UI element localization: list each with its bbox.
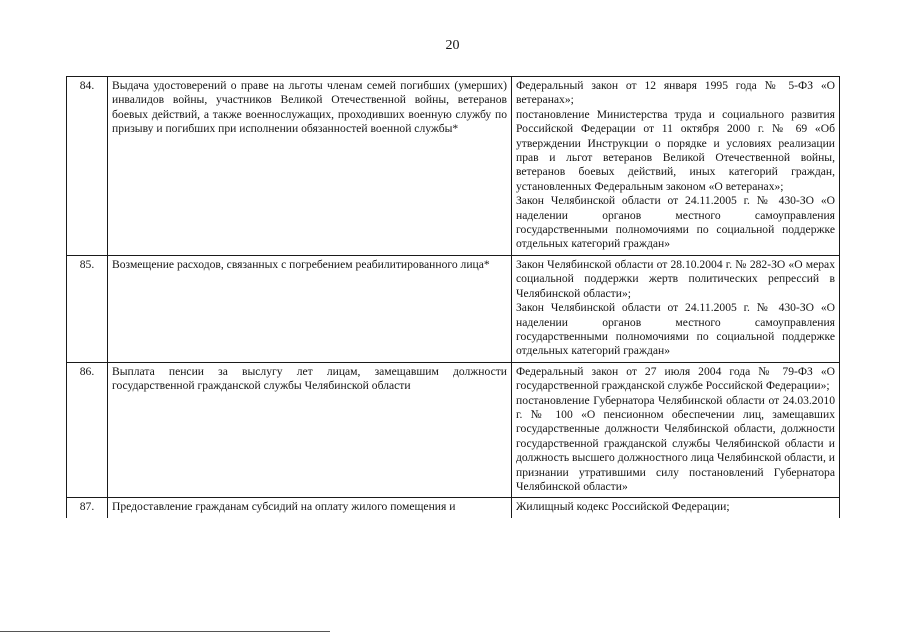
legal-act: Жилищный кодекс Российской Федерации;	[516, 500, 730, 514]
table-row	[67, 498, 840, 518]
legal-act: Федеральный закон от 12 января 1995 года № 5-ФЗ «О ветеранах»;	[516, 79, 835, 107]
row-number: 84.	[67, 77, 108, 256]
row-number: 86.	[67, 362, 108, 498]
page-number: 20	[445, 38, 460, 53]
legal-act: Федеральный закон от 27 июля 2004 года № 79-ФЗ «О государственной гражданской службе Российской Федерации»;	[516, 364, 835, 393]
service-name: Выдача удостоверений о праве на льготы членам семей погибших (умерших) инвалидов войны, участников Великой Отечественной войны, ветеранов боевых действий, а также военнослужащих, проходивших военную службу по призыву и погибших при исполнении обязанностей военной службы*	[108, 77, 512, 256]
service-name: Выплата пенсии за выслугу лет лицам, замещавшим должности государственной гражданской службы Челябинской области	[108, 362, 512, 498]
legal-act: постановление Губернатора Челябинской области от 24.03.2010 г. № 100 «О пенсионном обеспечении лиц, замещавших государственные должности Челябинской области, должности государственной гражданской службы Челябинской области и должность высшего должностного лица Челябинской области, и признании утратившими силу постановлений Губернатора Челябинской области»	[516, 393, 835, 493]
service-name: Возмещение расходов, связанных с погребением реабилитированного лица*	[108, 255, 512, 362]
legal-act: Закон Челябинской области от 24.11.2005 г. № 430-ЗО «О наделении органов местного самоуправления государственными полномочиями по социальной поддержке отдельных категорий граждан»	[516, 301, 835, 358]
service-name: Предоставление гражданам субсидий на оплату жилого помещения и	[108, 498, 512, 518]
row-number: 85.	[67, 255, 108, 362]
services-table	[66, 76, 840, 518]
legal-act: Закон Челябинской области от 28.10.2004 г. № 282-ЗО «О мерах социальной поддержки жертв политических репрессий в Челябинской области»;	[516, 257, 835, 300]
row-number: 87.	[67, 498, 108, 518]
legal-act: постановление Министерства труда и социального развития Российской Федерации от 11 октября 2000 г. № 69 «Об утверждении Инструкции о порядке и условиях реализации прав и льгот ветеранов Великой Отечественной войны, ветеранов боевых действий, иных категорий граждан, установленных Федеральным законом «О ветеранах»;	[516, 107, 835, 193]
footer-rule	[0, 631, 330, 632]
legal-basis	[512, 362, 840, 498]
table-row	[67, 77, 840, 256]
legal-basis	[512, 77, 840, 256]
table-row	[67, 255, 840, 362]
legal-basis	[512, 255, 840, 362]
legal-basis	[512, 498, 840, 518]
table-row	[67, 362, 840, 498]
legal-act: Закон Челябинской области от 24.11.2005 г. № 430-ЗО «О наделении органов местного самоуправления государственными полномочиями по социальной поддержке отдельных категорий граждан»	[516, 194, 835, 251]
